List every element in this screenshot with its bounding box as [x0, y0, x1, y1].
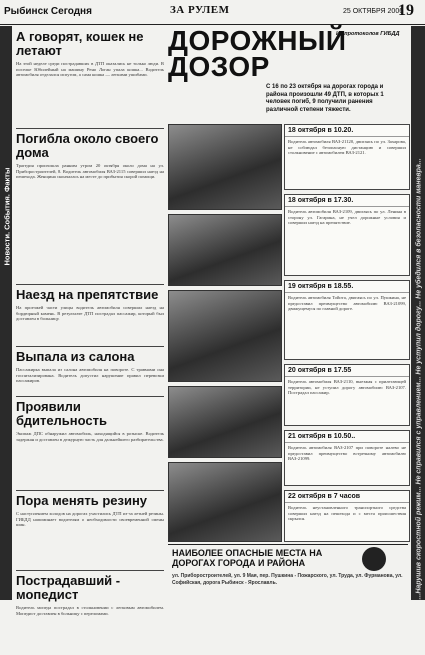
issue-date: 25 ОКТЯБРЯ 2006 [343, 8, 404, 15]
incident-date: 21 октября в 10.50.. [285, 431, 409, 443]
main-feature [168, 25, 408, 598]
page-number: 19 [398, 2, 414, 19]
incident-date: 18 октября в 17.30. [285, 195, 409, 207]
page-header [0, 0, 425, 25]
feature-source: Из протоколов ГИБДД [336, 31, 400, 37]
incident-text: Водитель автомобиля ВАЗ-21120, двигаясь по ул. Захарова, не соблюдал безопасную дистанцию и совершил столкновение с автомобилем ВАЗ-2121. [288, 139, 406, 156]
article-title: Проявили бдительность [16, 399, 108, 428]
divider [16, 490, 164, 491]
incident-text: Водитель автомобиля ВАЗ-2109, двигаясь по ул. Ленина в сторону ул. Гагарина, не учел дорожные условия и совершил наезд на препятствие. [288, 209, 406, 226]
news-column [16, 28, 164, 616]
dangerous-spots [168, 544, 408, 599]
crash-photo [168, 386, 282, 458]
incident-date: 18 октября в 10.20. [285, 125, 409, 137]
feature-lead: С 16 по 23 октября на дорогах города и района произошли 49 ДТП, в которых 1 человек погиб, 9 получили ранения различной степени тяжести. [266, 84, 384, 113]
left-side-strip [0, 26, 12, 600]
incident-date: 22 октября в 7 часов [285, 491, 409, 503]
right-side-strip [411, 26, 425, 600]
article-title: А говорят, кошек не летают [16, 29, 144, 58]
spots-title: НАИБОЛЕЕ ОПАСНЫЕ МЕСТА НА ДОРОГАХ ГОРОДА И РАЙОНА [172, 548, 323, 568]
divider [16, 128, 164, 129]
crash-photo [168, 124, 282, 210]
section-title: ЗА РУЛЕМ [170, 4, 230, 16]
article-text: На проезжей части улицы водитель автомобиля совершил наезд на бордюрный камень. В результате ДТП пострадал пассажир, который был доставлен в больницу. [16, 305, 164, 322]
divider [16, 284, 164, 285]
incident-box [284, 124, 410, 190]
incident-text: Водитель автомобиля ВАЗ-2110, выезжая с прилегающей территории, не уступил дорогу автомобилю ВАЗ-2107. Пострадал пассажир. [288, 379, 406, 396]
article-text: Пассажирка выпала из салона автомобиля на повороте. С травмами она госпитализирована. Водитель допустил нарушение правил перевозки пассажиров. [16, 367, 164, 384]
article-text: Экипаж ДПС обнаружил автомобиль, находящийся в розыске. Водитель задержан и доставлен в дежурную часть для дальнейшего разбирательства. [16, 431, 164, 442]
incident-text: Водитель неустановленного транспортного средства совершил наезд на пешехода и с места происшествия скрылся. [288, 505, 406, 522]
divider [16, 396, 164, 397]
paper-title: Рыбинск Сегодня [4, 6, 92, 17]
article-text: На этой неделе среди пострадавших в ДТП оказались не только люди. В поселке Юбилейный на машину Рено Логан упала кошка... Водитель автомобиля отделался испугом, а сама кошка — легкими ушибами. [16, 61, 164, 78]
incident-text: Водитель автомобиля ВАЗ-2107 при повороте налево не предоставил преимущество встречному автомобилю ВАЗ-21099. [288, 445, 406, 462]
incident-box [284, 430, 410, 486]
police-emblem-icon [362, 547, 386, 571]
article-title: Наезд на препятствие [16, 287, 159, 302]
crash-photo [168, 290, 282, 382]
incident-box [284, 364, 410, 426]
incident-box [284, 280, 410, 360]
article-text: С наступлением холодов на дорогах участились ДТП из-за летней резины. ГИБДД напоминает водителям о необходимости своевременной смены шин. [16, 511, 164, 528]
incident-box [284, 490, 410, 542]
article-title: Выпала из салона [16, 349, 135, 364]
incident-text: Водитель автомобиля Тойота, двигаясь по ул. Пушкина, не предоставил преимущество автомобилю ВАЗ-21099, движущемуся по главной дороге. [288, 295, 406, 312]
incident-box [284, 194, 410, 276]
incident-date: 19 октября в 18.55. [285, 281, 409, 293]
feature-headline: ДОРОЖНЫЙ ДОЗОР [168, 25, 347, 82]
divider [16, 570, 164, 571]
right-strip-label: ...Нарушив скоростной режим... Не справился с управлением... Не уступил дорогу... Не убедился в безопасности маневра... [415, 158, 423, 600]
spots-list: ул. Приборостроителей, ул. 9 Мая, пер. Пушкина - Пожарского, ул. Труда, ул. Фурманова, ул. Софийская, дорога Рыбинск - Ярославль. [172, 573, 403, 586]
article-title: Пора менять резину [16, 493, 148, 508]
left-strip-label: Новости. События. Факты [2, 167, 12, 266]
article-text: Водитель мопеда пострадал в столкновении с легковым автомобилем. Мопедист доставлен в больницу с переломами. [16, 605, 164, 616]
article-title: Погибла около своего дома [16, 131, 159, 160]
incident-date: 20 октября в 17.55 [285, 365, 409, 377]
crash-photo [168, 462, 282, 542]
article-text: Трагедия произошла ранним утром 20 октября около дома на ул. Приборостроителей, 8. Водитель автомобиля ВАЗ-2115 совершил наезд на пешехода. Женщина скончалась на месте до прибытия скорой помощи. [16, 163, 164, 180]
article-title: Пострадавший - мопедист [16, 573, 121, 602]
divider [16, 346, 164, 347]
crash-photo [168, 214, 282, 286]
